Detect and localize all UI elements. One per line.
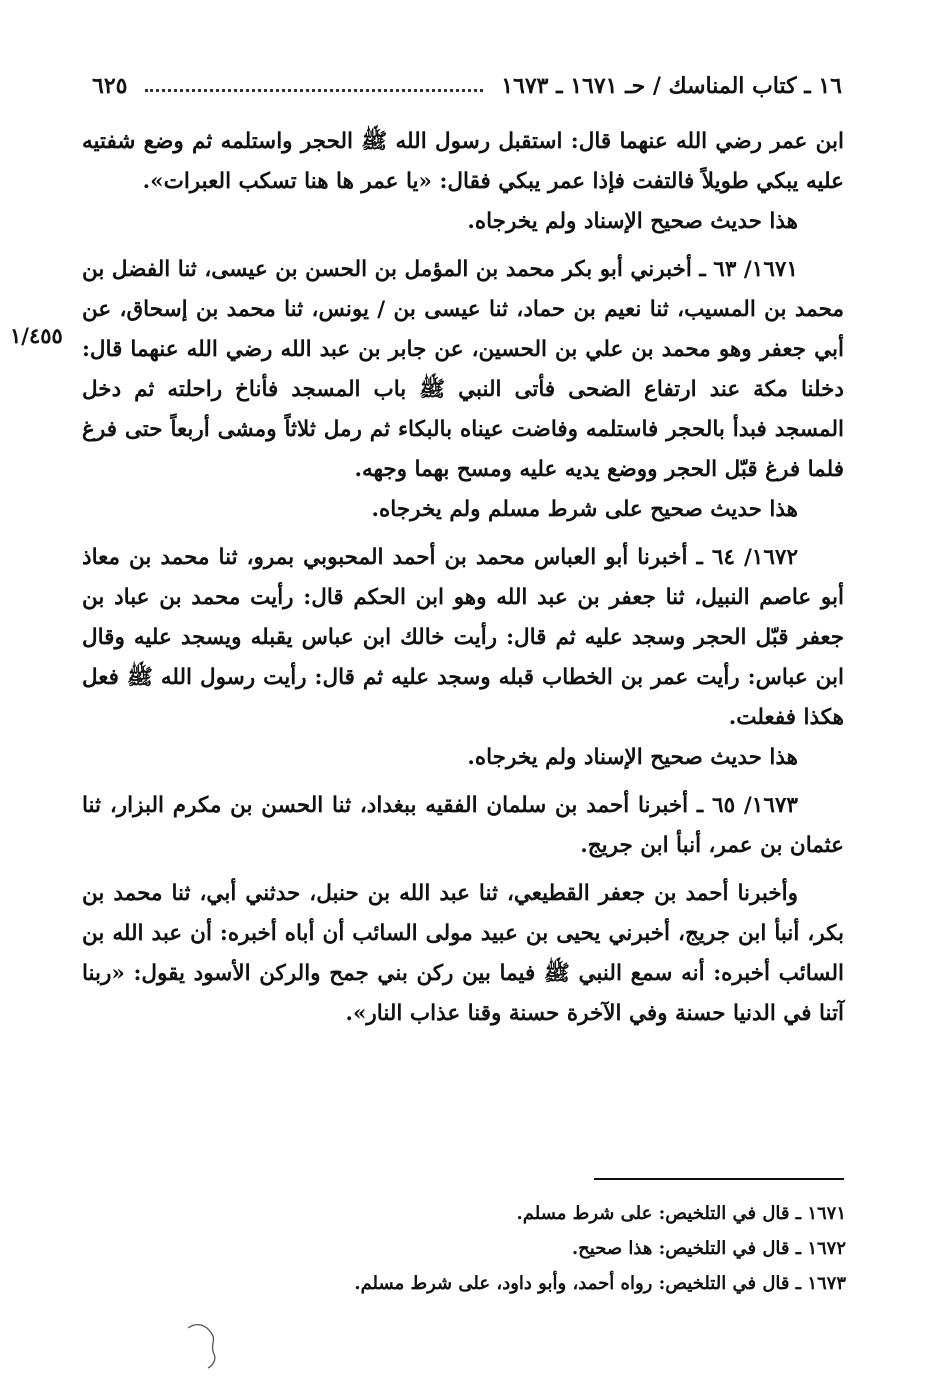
hadith-verdict xyxy=(82,738,844,778)
hadith-number: ١٦٧١/ ٦٣ xyxy=(713,257,798,282)
hadith-number: ١٦٧٢/ ٦٤ xyxy=(711,545,798,570)
page-number: ٦٢٥ xyxy=(92,73,128,99)
stray-pen-mark xyxy=(186,1320,226,1370)
verdict-text: هذا حديث صحيح على شرط مسلم ولم يخرجاه. xyxy=(371,497,798,522)
hadith-1673 xyxy=(82,786,844,866)
main-text xyxy=(82,122,844,1034)
footnote-separator xyxy=(594,1178,844,1180)
hadith-number: ١٦٧٣/ ٦٥ xyxy=(712,793,798,818)
hadith-1671 xyxy=(82,250,844,490)
paragraph-continuation xyxy=(82,122,844,202)
hadith-verdict xyxy=(82,202,844,242)
verdict-text: هذا حديث صحيح الإسناد ولم يخرجاه. xyxy=(467,745,798,770)
footnote-1671: ١٦٧١ ـ قال في التلخيص: على شرط مسلم. xyxy=(516,1203,846,1224)
hadith-text: وأخبرنا أحمد بن جعفر القطيعي، ثنا عبد الله بن حنبل، حدثني أبي، ثنا محمد بن بكر، أنبأ ابن جريج، أخبرني يحيى بن عبيد مولى السائب أن أباه أخبره: أن عبد الله بن السائب أخبره: أنه سمع النبي ﷺ فيما بين ركن بني جمح والركن الأسود يقول: «ربنا آتنا في الدنيا حسنة وفي الآخرة حسنة وقنا عذاب النار». xyxy=(82,881,844,1026)
hadith-1672 xyxy=(82,538,844,738)
hadith-text: ـ أخبرنا أبو العباس محمد بن أحمد المحبوبي بمرو، ثنا محمد بن معاذ أبو عاصم النبيل، ثنا جعفر بن عبد الله وهو ابن الحكم قال: رأيت محمد بن عباد بن جعفر قبّل الحجر وسجد عليه ثم قال: رأيت خالك ابن عباس يقبله ويسجد عليه وقال ابن عباس: رأيت عمر بن الخطاب قبله وسجد عليه ثم قال: رأيت رسول الله ﷺ فعل هكذا ففعلت. xyxy=(82,545,844,730)
paragraph-text: ابن عمر رضي الله عنهما قال: استقبل رسول الله ﷺ الحجر واستلمه ثم وضع شفتيه عليه يبكي طويلاً فالتفت فإذا عمر يبكي فقال: «يا عمر ها هنا تسكب العبرات». xyxy=(82,129,844,194)
hadith-text: ـ أخبرني أبو بكر محمد بن المؤمل بن الحسن بن عيسى، ثنا الفضل بن محمد بن المسيب، ثنا نعيم بن حماد، ثنا عيسى بن / يونس، ثنا محمد بن إسحاق، عن أبي جعفر وهو محمد بن علي بن الحسين، عن جابر بن عبد الله رضي الله عنهما قال: دخلنا مكة عند ارتفاع الضحى فأتى النبي ﷺ باب المسجد فأناخ راحلته ثم دخل المسجد فبدأ بالحجر فاستلمه وفاضت عيناه بالبكاء ثم رمل ثلاثاً ومشى أربعاً حتى فرغ فلما فرغ قبّل الحجر ووضع يديه عليه ومسح بهما وجهه. xyxy=(82,257,844,482)
verdict-text: هذا حديث صحيح الإسناد ولم يخرجاه. xyxy=(467,209,798,234)
hadith-1673-second-chain xyxy=(82,874,844,1034)
header-title: ١٦ ـ كتاب المناسك / حـ ١٦٧١ ـ ١٦٧٣ xyxy=(501,73,842,99)
hadith-text: ـ أخبرنا أحمد بن سلمان الفقيه ببغداد، ثنا الحسن بن مكرم البزار، ثنا عثمان بن عمر، أنبأ ابن جريج. xyxy=(82,793,844,858)
running-header xyxy=(92,66,842,106)
footnote-1673: ١٦٧٣ ـ قال في التلخيص: رواه أحمد، وأبو داود، على شرط مسلم. xyxy=(354,1273,846,1294)
margin-reference: ١/٤٥٥ xyxy=(10,323,63,348)
header-leader-dots xyxy=(145,89,483,92)
footnotes xyxy=(300,1196,846,1301)
hadith-verdict xyxy=(82,490,844,530)
footnote-1672: ١٦٧٢ ـ قال في التلخيص: هذا صحيح. xyxy=(571,1238,846,1259)
